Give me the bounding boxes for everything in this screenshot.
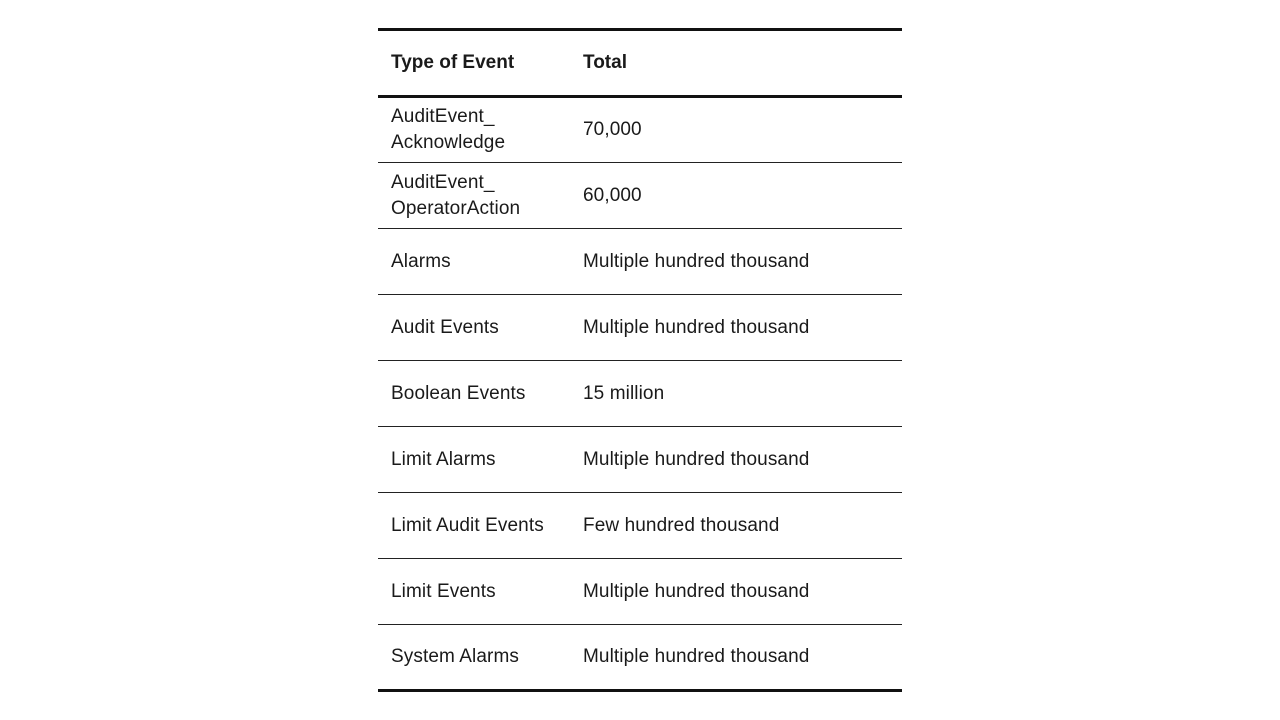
table-body [378, 97, 902, 691]
total-cell: Multiple hundred thousand [570, 295, 902, 361]
table-row [378, 625, 902, 691]
total-cell: Multiple hundred thousand [570, 229, 902, 295]
total-cell: Multiple hundred thousand [570, 427, 902, 493]
total-cell: 15 million [570, 361, 902, 427]
table-row [378, 493, 902, 559]
total-cell: Multiple hundred thousand [570, 559, 902, 625]
table-row [378, 229, 902, 295]
event-type-cell: Limit Audit Events [378, 493, 570, 559]
event-totals-table [378, 28, 902, 692]
table-header [378, 30, 902, 97]
event-type-cell: AuditEvent_ Acknowledge [378, 97, 570, 163]
event-type-cell: Alarms [378, 229, 570, 295]
header-row [378, 30, 902, 97]
event-type-cell: AuditEvent_ OperatorAction [378, 163, 570, 229]
event-totals-table-container [378, 28, 902, 692]
header-type-of-event: Type of Event [378, 30, 570, 97]
event-type-cell: Audit Events [378, 295, 570, 361]
event-type-cell: Limit Alarms [378, 427, 570, 493]
table-row [378, 295, 902, 361]
total-cell: 60,000 [570, 163, 902, 229]
total-cell: Few hundred thousand [570, 493, 902, 559]
header-total: Total [570, 30, 902, 97]
total-cell: 70,000 [570, 97, 902, 163]
event-type-cell: Limit Events [378, 559, 570, 625]
table-row [378, 427, 902, 493]
table-row [378, 361, 902, 427]
event-type-cell: Boolean Events [378, 361, 570, 427]
total-cell: Multiple hundred thousand [570, 625, 902, 691]
event-type-cell: System Alarms [378, 625, 570, 691]
table-row [378, 559, 902, 625]
table-row [378, 163, 902, 229]
table-row [378, 97, 902, 163]
